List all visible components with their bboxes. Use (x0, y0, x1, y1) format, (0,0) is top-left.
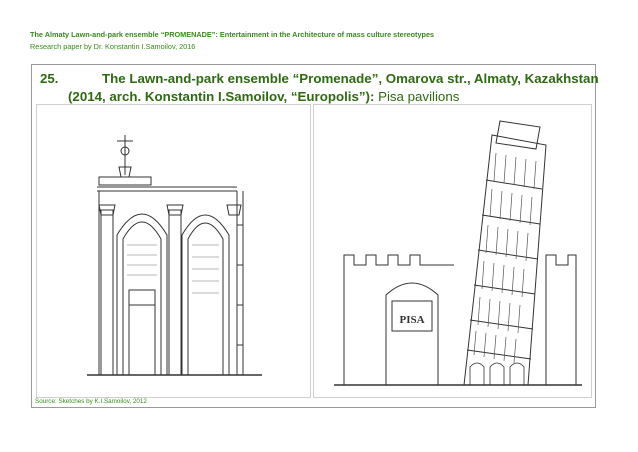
slide-number: 25. (40, 71, 59, 86)
source-caption: Source: Sketches by K.I.Samoilov, 2012 (35, 398, 147, 405)
slide-title-bold: (2014, arch. Konstantin I.Samoilov, “Europolis”): (68, 89, 375, 104)
document-header-author: Research paper by Dr. Konstantin I.Samoilov, 2016 (30, 42, 196, 51)
pavilion-sketch-image (36, 104, 311, 398)
leaning-tower-sketch-icon (314, 105, 591, 397)
document-header-title: The Almaty Lawn-and-park ensemble “PROMENADE”: Entertainment in the Architecture of mass culture stereotypes (30, 30, 435, 39)
pavilion-arches-sketch-icon (37, 105, 310, 397)
pisa-sign-text: PISA (399, 314, 425, 326)
slide-title-plain: Pisa pavilions (374, 89, 460, 104)
tower-sketch-image (313, 104, 592, 398)
slide-title-text: The Lawn-and-park ensemble “Promenade”, Omarova str., Almaty, Kazakhstan (102, 71, 599, 86)
slide-title-line1 (40, 70, 599, 88)
